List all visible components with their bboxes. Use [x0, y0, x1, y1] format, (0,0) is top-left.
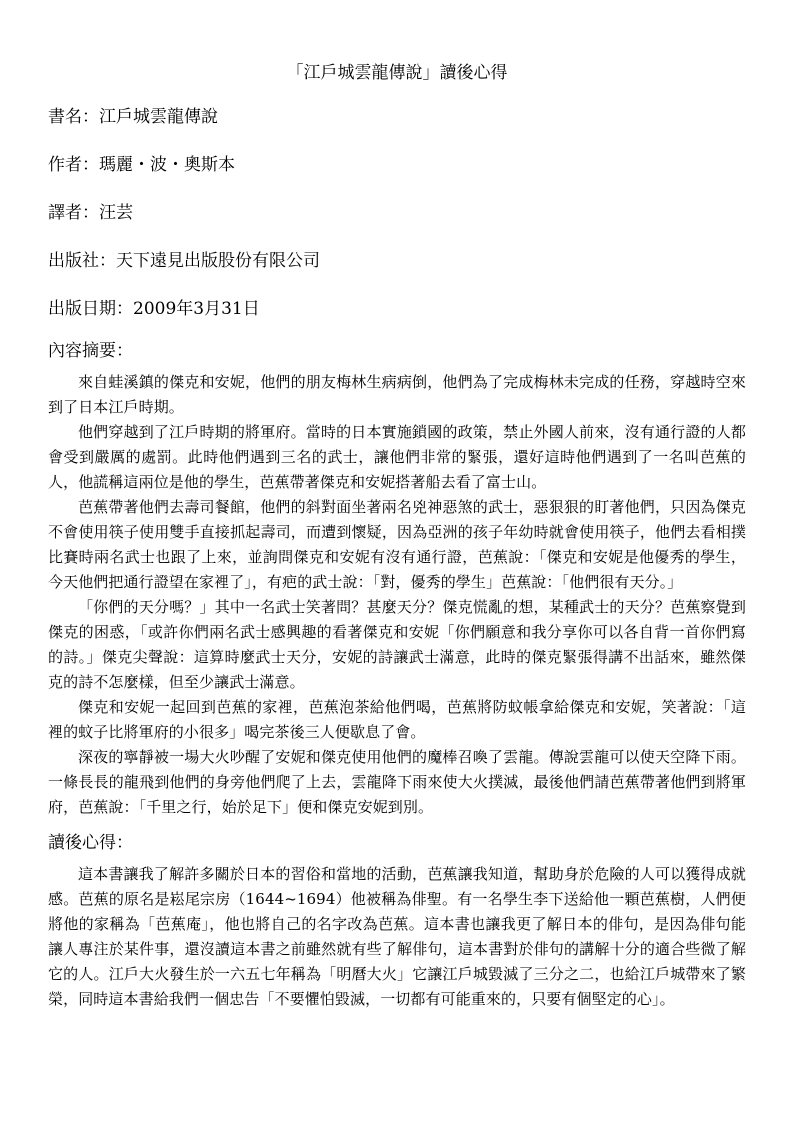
publish-date-line: 出版日期：2009年3月31日 — [48, 299, 260, 319]
reflection-heading: 讀後心得： — [48, 833, 133, 853]
summary-paragraph: 芭蕉帶著他們去壽司餐館，他們的斜對面坐著兩名兇神惡煞的武士，惡狠狠的盯著他們，只因為傑克不會使用筷子使用雙手直接抓起壽司，而遭到懷疑，因為亞洲的孩子年幼時就會使用筷子，他們去看相撲比賽時兩名武士也跟了上來，並詢問傑克和安妮有沒有通行證，芭蕉說：「傑克和安妮是他優秀的學生，今天他們把通行證望在家裡了」，有疤的武士說：「對，優秀的學生」芭蕉說：「他們很有天分。」 — [48, 498, 746, 591]
summary-paragraph: 來自蛙溪鎮的傑克和安妮，他們的朋友梅林生病病倒，他們為了完成梅林未完成的任務，穿越時空來到了日本江戶時期。 — [48, 373, 746, 416]
reflection-paragraph: 這本書讓我了解許多關於日本的習俗和當地的活動，芭蕉讓我知道，幫助身於危險的人可以獲得成就感。芭蕉的原名是崧尾宗房（1644~1694）他被稱為俳聖。有一名學生李下送給他一顆芭蕉樹，人們便將他的家稱為「芭蕉庵」，他也將自己的名字改為芭蕉。這本書也讓我更了解日本的俳句，是因為俳句能讓人專注於某件事，還沒讀這本書之前雖然就有些了解俳句，這本書對於俳句的講解十分的適合些微了解它的人。江戶大火發生於一六五七年稱為「明曆大火」它讓江戶城毀滅了三分之二，也給江戶城帶來了繁榮，同時這本書給我們一個忠告「不要懼怕毀滅，一切都有可能重來的，只要有個堅定的心」。 — [48, 865, 746, 1008]
summary-heading: 內容摘要： — [48, 341, 133, 361]
document-page — [48, 60, 746, 1012]
summary-paragraph: 傑克和安妮一起回到芭蕉的家裡，芭蕉泡茶給他們喝，芭蕉將防蚊帳拿給傑克和安妮，笑著說：「這裡的蚊子比將軍府的小很多」喝完茶後三人便歇息了會。 — [48, 698, 746, 741]
summary-paragraph: 他們穿越到了江戶時期的將軍府。當時的日本實施鎖國的政策，禁止外國人前來，沒有通行證的人都會受到嚴厲的處罰。此時他們遇到三名的武士，讓他們非常的緊張，還好這時他們遇到了一名叫芭蕉的人，他謊稱這兩位是他的學生，芭蕉帶著傑克和安妮搭著船去看了富士山。 — [48, 423, 746, 491]
author-line: 作者：瑪麗・波・奧斯本 — [48, 155, 235, 175]
reflection-section — [48, 862, 746, 1012]
summary-paragraph: 「你們的天分嗎？」其中一名武士笑著問？甚麼天分？傑克慌亂的想，某種武士的天分？芭蕉察覺到傑克的困惑，「或許你們兩名武士感興趣的看著傑克和安妮「你們願意和我分享你可以各自背一首你們寫的詩。」傑克尖聲說：這算時麼武士天分，安妮的詩讓武士滿意，此時的傑克緊張得講不出話來，雖然傑克的詩不怎麼樣，但至少讓武士滿意。 — [48, 598, 746, 691]
summary-section — [48, 370, 746, 820]
translator-line: 譯者：汪芸 — [48, 203, 133, 223]
book-name-line: 書名：江戶城雲龍傳說 — [48, 107, 218, 127]
publisher-line: 出版社：天下遠見出版股份有限公司 — [48, 251, 320, 271]
summary-paragraph: 深夜的寧靜被一場大火吵醒了安妮和傑克使用他們的魔棒召喚了雲龍。傳說雲龍可以使天空降下雨。一條長長的龍飛到他們的身旁他們爬了上去，雲龍降下雨來使大火撲滅，最後他們請芭蕉帶著他們到將軍府，芭蕉說：「千里之行，始於足下」便和傑克安妮到別。 — [48, 748, 746, 816]
document-title: 「江戶城雲龍傳說」讀後心得 — [286, 63, 508, 83]
